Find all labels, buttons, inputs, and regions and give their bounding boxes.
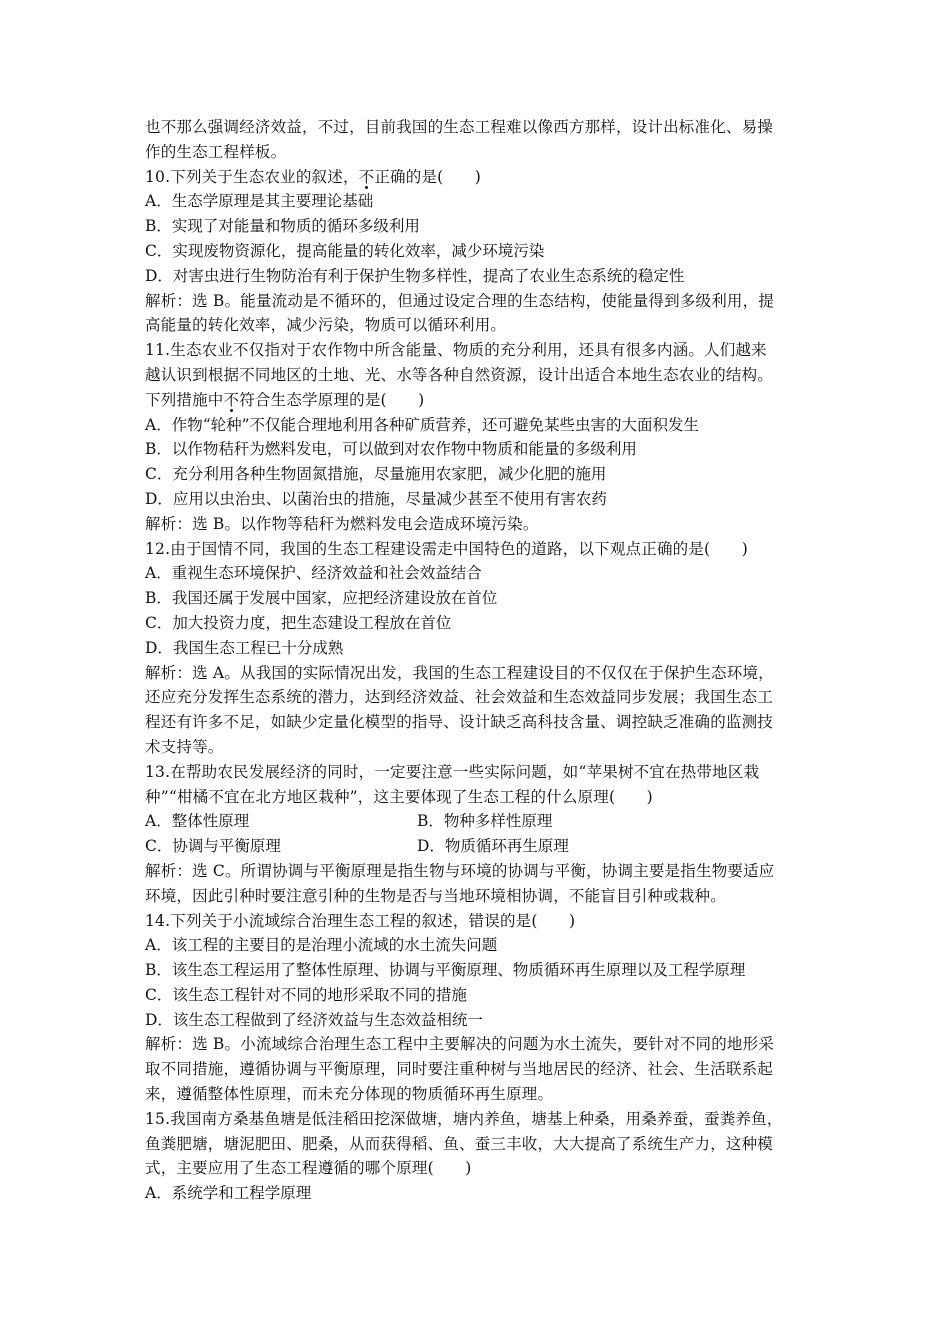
stem-text: 正确的是( ) bbox=[374, 167, 482, 186]
question-12-analysis: 解析：选 A。从我国的实际情况出发，我国的生态工程建设目的不仅仅在于保护生态环境， bbox=[145, 663, 774, 682]
question-13-stem: 13.在帮助农民发展经济的同时，一定要注意一些实际问题，如“苹果树不宜在热带地区栽 bbox=[145, 762, 760, 781]
question-14-option-c: C．该生态工程针对不同的地形采取不同的措施 bbox=[145, 985, 467, 1004]
question-14-analysis: 解析：选 B。小流域综合治理生态工程中主要解决的问题为水土流失，要针对不同的地形采 bbox=[145, 1035, 775, 1054]
emphasis-mark: 不 bbox=[223, 390, 240, 409]
question-13-analysis: 解析：选 C。所谓协调与平衡原理是指生物与环境的协调与平衡，协调主要是指生物要适应 bbox=[145, 861, 775, 880]
question-13-option-a: A．整体性原理 bbox=[145, 812, 250, 831]
question-15-stem: 式，主要应用了生态工程遵循的哪个原理( ) bbox=[145, 1159, 472, 1178]
stem-text: 符合生态学原理的是( ) bbox=[239, 390, 425, 409]
question-14-option-b: B．该生态工程运用了整体性原理、协调与平衡原理、物质循环再生原理以及工程学原理 bbox=[145, 961, 746, 980]
question-10-option-a: A．生态学原理是其主要理论基础 bbox=[145, 192, 374, 211]
question-10-analysis: 高能量的转化效率，减少污染，物质可以循环利用。 bbox=[145, 316, 507, 335]
document-page bbox=[145, 115, 810, 1206]
stem-text: 下列措施中 bbox=[145, 390, 224, 409]
question-12-option-a: A．重视生态环境保护、经济效益和社会效益结合 bbox=[145, 564, 482, 583]
question-14-stem: 14.下列关于小流域综合治理生态工程的叙述，错误的是( ) bbox=[145, 911, 576, 930]
question-10-stem bbox=[145, 165, 810, 190]
intro-line: 也不那么强调经济效益，不过，目前我国的生态工程难以像西方那样，设计出标准化、易操 bbox=[145, 118, 774, 136]
question-10-option-d: D．对害虫进行生物防治有利于保护生物多样性，提高了农业生态系统的稳定性 bbox=[145, 266, 685, 285]
question-10-option-c: C．实现废物资源化，提高能量的转化效率，减少环境污染 bbox=[145, 241, 545, 260]
question-10-option-b: B．实现了对能量和物质的循环多级利用 bbox=[145, 217, 420, 236]
question-11-stem: 越认识到根据不同地区的土地、光、水等各种自然资源，设计出适合本地生态农业的结构。 bbox=[145, 365, 774, 384]
question-12-stem: 12.由于国情不同，我国的生态工程建设需走中国特色的道路，以下观点正确的是( ) bbox=[145, 539, 748, 558]
question-11-option-a: A．作物“轮种”不仅能合理地利用各种矿质营养，还可避免某些虫害的大面积发生 bbox=[145, 415, 700, 434]
question-11-option-d: D．应用以虫治虫、以菌治虫的措施，尽量减少甚至不使用有害农药 bbox=[145, 489, 607, 508]
question-11-stem bbox=[145, 388, 810, 413]
question-14-analysis: 取不同措施，遵循协调与平衡原理，同时要注重种树与当地居民的经济、社会、生活联系起 bbox=[145, 1060, 774, 1079]
question-12-option-b: B．我国还属于发展中国家，应把经济建设放在首位 bbox=[145, 589, 498, 608]
emphasis-mark: 不 bbox=[358, 167, 375, 186]
question-14-option-d: D．该生态工程做到了经济效益与生态效益相统一 bbox=[145, 1010, 483, 1029]
question-13-options-row bbox=[145, 809, 810, 834]
question-13-options-row bbox=[145, 834, 810, 859]
question-10-analysis: 解析：选 B。能量流动是不循环的，但通过设定合理的生态结构，使能量得到多级利用，提 bbox=[145, 291, 775, 310]
intro-line: 作的生态工程样板。 bbox=[145, 142, 287, 161]
question-15-stem: 鱼粪肥塘，塘泥肥田、肥桑，从而获得稻、鱼、蚕三丰收，大大提高了系统生产力，这种模 bbox=[145, 1134, 774, 1153]
question-11-option-b: B．以作物秸秆为燃料发电，可以做到对农作物中物质和能量的多级利用 bbox=[145, 440, 637, 459]
stem-text: 10.下列关于生态农业的叙述， bbox=[145, 167, 359, 186]
question-13-stem: 种”“柑橘不宜在北方地区栽种”，这主要体现了生态工程的什么原理( ) bbox=[145, 787, 653, 806]
question-13-option-d: D．物质循环再生原理 bbox=[417, 837, 569, 856]
question-12-option-d: D．我国生态工程已十分成熟 bbox=[145, 638, 344, 657]
question-12-option-c: C．加大投资力度，把生态建设工程放在首位 bbox=[145, 613, 452, 632]
question-13-analysis: 环境，因此引种时要注意引种的生物是否与当地环境相协调，不能盲目引种或栽种。 bbox=[145, 886, 726, 905]
question-15-stem: 15.我国南方桑基鱼塘是低洼稻田挖深做塘，塘内养鱼，塘基上种桑，用桑养蚕，蚕粪养鱼， bbox=[145, 1109, 783, 1128]
question-11-stem: 11.生态农业不仅指对于农作物中所含能量、物质的充分利用，还具有很多内涵。人们越来 bbox=[145, 341, 767, 360]
question-13-option-c: C．协调与平衡原理 bbox=[145, 837, 281, 856]
question-13-option-b: B．物种多样性原理 bbox=[417, 812, 553, 831]
question-15-option-a: A．系统学和工程学原理 bbox=[145, 1184, 312, 1203]
question-12-analysis: 术支持等。 bbox=[145, 737, 224, 756]
question-14-option-a: A．该工程的主要目的是治理小流域的水土流失问题 bbox=[145, 936, 498, 955]
question-11-option-c: C．充分利用各种生物固氮措施，尽量施用农家肥，减少化肥的施用 bbox=[145, 465, 607, 484]
question-11-analysis: 解析：选 B。以作物等秸秆为燃料发电会造成环境污染。 bbox=[145, 514, 539, 533]
question-14-analysis: 来，遵循整体性原理，而未充分体现的物质循环再生原理。 bbox=[145, 1085, 554, 1104]
question-12-analysis: 程还有许多不足，如缺少定量化模型的指导、设计缺乏高科技含量、调控缺乏准确的监测技 bbox=[145, 713, 774, 732]
question-12-analysis: 还应充分发挥生态系统的潜力，达到经济效益、社会效益和生态效益同步发展；我国生态工 bbox=[145, 688, 774, 707]
